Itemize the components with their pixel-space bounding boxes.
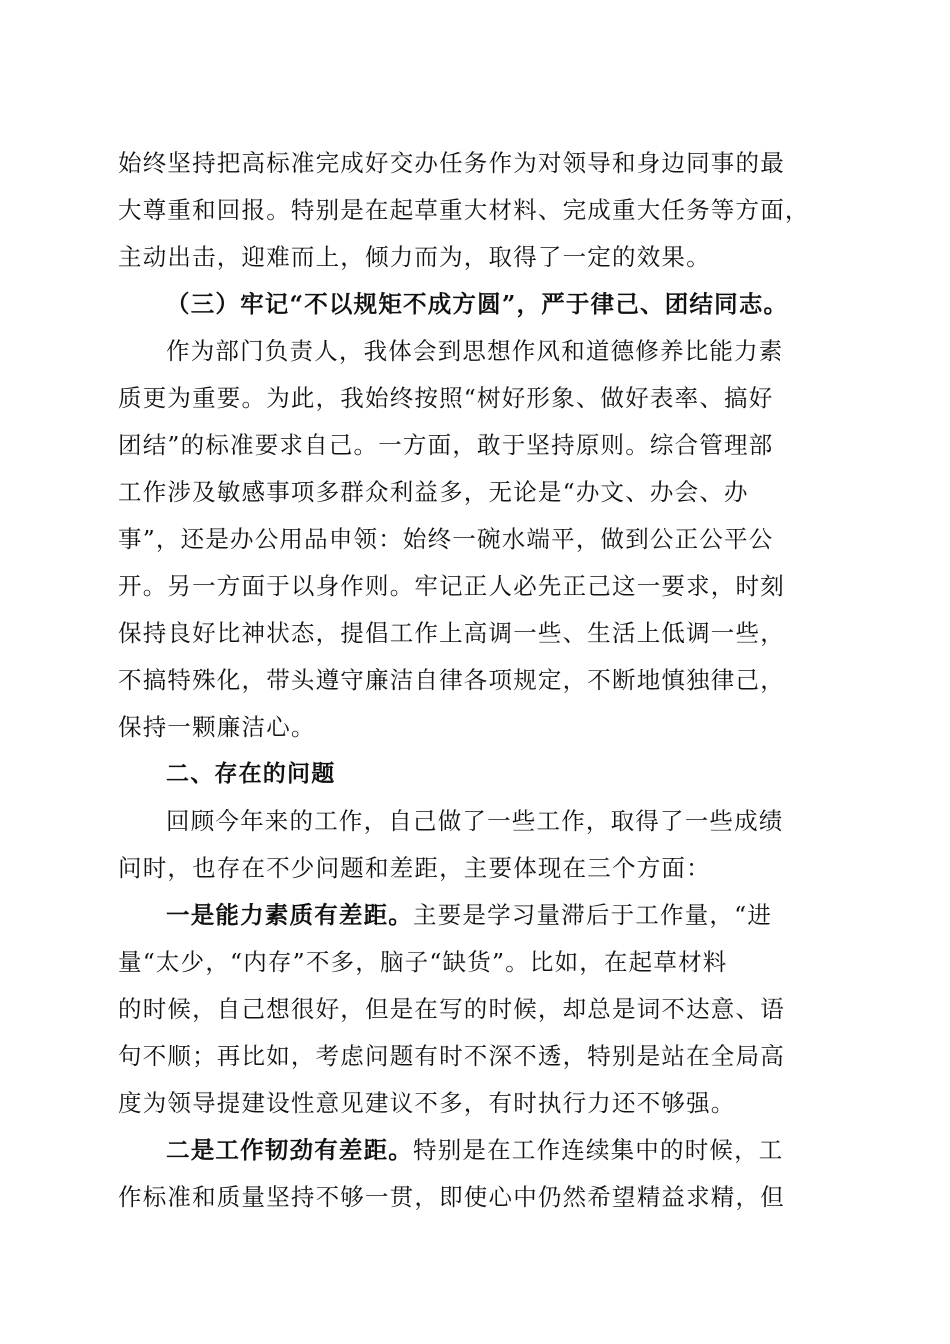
lead-phrase: 一是能力素质有差距。 — [166, 901, 413, 929]
text-segment: 特别是在工作连续集中的时候，工 — [413, 1136, 784, 1164]
paragraph-department-head — [118, 328, 832, 751]
text-line: 事”，还是办公用品申领：始终一碗水端平，做到公正公平公 — [118, 525, 774, 553]
text-line: 团结”的标准要求自己。一方面，敢于坚持原则。综合管理部 — [118, 431, 774, 459]
text-line: 问时，也存在不少问题和差距，主要体现在三个方面： — [118, 854, 711, 882]
subheading-three — [118, 281, 832, 328]
text-line: 主动出击，迎难而上，倾力而为，取得了一定的效果。 — [118, 243, 711, 271]
paragraph-review — [118, 798, 832, 892]
text-line: 大尊重和回报。特别是在起草重大材料、完成重大任务等方面， — [118, 196, 810, 224]
text-line: 始终坚持把高标准完成好交办任务作为对领导和身边同事的最 — [118, 149, 785, 177]
text-line — [118, 1127, 832, 1174]
text-line: 句不顺；再比如，考虑问题有时不深不透，特别是站在全局高 — [118, 1042, 785, 1070]
section-heading-problems — [118, 751, 832, 798]
text-segment: 主要是学习量滞后于工作量，“进 — [413, 901, 773, 929]
section-heading-text: 二、存在的问题 — [166, 761, 336, 787]
text-line — [118, 892, 832, 939]
subheading-text: （三）牢记“不以规矩不成方圆”，严于律己、团结同志。 — [166, 290, 789, 318]
text-line: 度为领导提建设性意见建议不多，有时执行力还不够强。 — [118, 1089, 736, 1117]
text-line: 质更为重要。为此，我始终按照“树好形象、做好表率、搞好 — [118, 384, 774, 412]
lead-phrase: 二是工作韧劲有差距。 — [166, 1136, 413, 1164]
text-line: 作为部门负责人，我体会到思想作风和道德修养比能力素 — [166, 337, 784, 365]
text-line: 的时候，自己想很好，但是在写的时候，却总是词不达意、语 — [118, 995, 785, 1023]
paragraph-tenacity-gap — [118, 1127, 832, 1221]
paragraph-commitment-continued — [118, 140, 832, 281]
text-line: 保持良好比神状态，提倡工作上高调一些、生活上低调一些， — [118, 619, 785, 647]
text-line: 回顾今年来的工作，自己做了一些工作，取得了一些成绩 — [166, 807, 784, 835]
text-line: 开。另一方面于以身作则。牢记正人必先正己这一要求，时刻 — [118, 572, 785, 600]
document-page — [118, 140, 832, 1221]
paragraph-ability-gap — [118, 892, 832, 1127]
text-line: 不搞特殊化，带头遵守廉洁自律各项规定，不断地慎独律己， — [118, 666, 785, 694]
text-line: 工作涉及敏感事项多群众利益多，无论是“办文、办会、办 — [118, 478, 749, 506]
text-line: 保持一颗廉洁心。 — [118, 713, 316, 741]
text-line: 作标准和质量坚持不够一贯，即使心中仍然希望精益求精，但 — [118, 1183, 785, 1211]
text-line: 量“太少，“内存”不多，脑子“缺货”。比如，在起草材料 — [118, 948, 728, 976]
